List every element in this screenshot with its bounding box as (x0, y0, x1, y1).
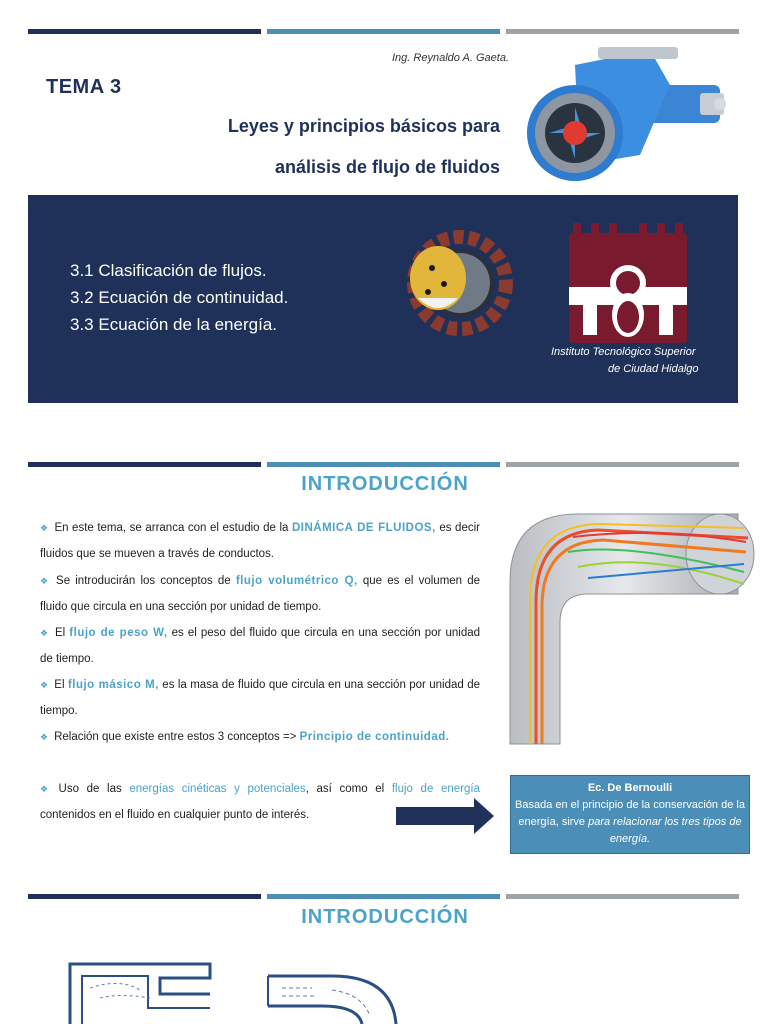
bullet-weight-flow: ❖ El flujo de peso W, es el peso del fluido que circula en una sección por unidad de tiempo. (40, 627, 481, 665)
section-title: INTRODUCCIÓN (301, 906, 469, 928)
header-bar-grey (506, 462, 739, 467)
elbow-pipe-diagram (262, 966, 402, 1024)
bullet-mass-flow: ❖ El flujo másico M, es la masa de fluido que circula en una sección por unidad de tiempo. (40, 679, 480, 717)
pump-illustration (520, 45, 730, 195)
institute-name-line1: Instituto Tecnológico Superior (551, 346, 696, 358)
header-bar-navy (28, 462, 261, 467)
bernoulli-italic: para relacionar los tres tipos de energía. (588, 816, 742, 845)
author-name: Ing. Reynaldo A. Gaeta. (392, 52, 509, 64)
header-bar-navy (28, 894, 261, 899)
diamond-bullet-icon: ❖ (40, 523, 49, 533)
arrow-right-icon (396, 798, 496, 834)
topic-item: 3.2 Ecuación de continuidad. (70, 288, 289, 307)
diamond-bullet-icon: ❖ (40, 784, 53, 794)
diamond-bullet-icon: ❖ (40, 576, 51, 586)
institute-name-line2: de Ciudad Hidalgo (608, 363, 699, 375)
bullet-volumetric-flow: ❖ Se introducirán los conceptos de flujo volumétrico Q, que es el volumen de fluido que circula en una sección por unidad de tiempo. (40, 575, 481, 613)
header-bar-blue (267, 29, 500, 34)
slide-title-line2: análisis de flujo de fluidos (274, 157, 500, 177)
bernoulli-title: Ec. De Bernoulli (587, 782, 673, 794)
header-bar-grey (506, 29, 739, 34)
jaguar-gear-logo (398, 228, 518, 338)
topic-item: 3.3 Ecuación de la energía. (70, 315, 277, 334)
header-bar-blue (267, 462, 500, 467)
diamond-bullet-icon: ❖ (40, 628, 49, 638)
pipe-flow-simulation (508, 512, 758, 746)
slide-title-line1: Leyes y principios básicos para (227, 116, 500, 136)
header-bar-navy (28, 29, 261, 34)
bullet-dynamics: ❖ En este tema, se arranca con el estudio de la DINÁMICA DE FLUIDOS, es decir fluidos que se mueven a través de conductos. (40, 522, 480, 560)
topics-banner (28, 195, 738, 403)
topic-item: 3.1 Clasificación de flujos. (70, 261, 267, 280)
institute-logo (569, 223, 687, 345)
sudden-contraction-diagram (60, 958, 220, 1024)
bernoulli-text: Basada en el principio de la conservación de la energía, sirve (515, 799, 745, 828)
topic-number: TEMA 3 (46, 76, 122, 98)
header-bar-grey (506, 894, 739, 899)
bernoulli-box (510, 775, 750, 854)
bullet-continuity: ❖ Relación que existe entre estos 3 conceptos => Principio de continuidad. (40, 731, 450, 743)
diamond-bullet-icon: ❖ (40, 732, 49, 742)
section-title: INTRODUCCIÓN (301, 473, 469, 495)
diamond-bullet-icon: ❖ (40, 680, 49, 690)
header-bar-blue (267, 894, 500, 899)
bullet-energy: ❖ Uso de las energías cinéticas y potenciales, así como el flujo de energía contenidos en el fluido en cualquier punto de interés. (40, 783, 480, 821)
